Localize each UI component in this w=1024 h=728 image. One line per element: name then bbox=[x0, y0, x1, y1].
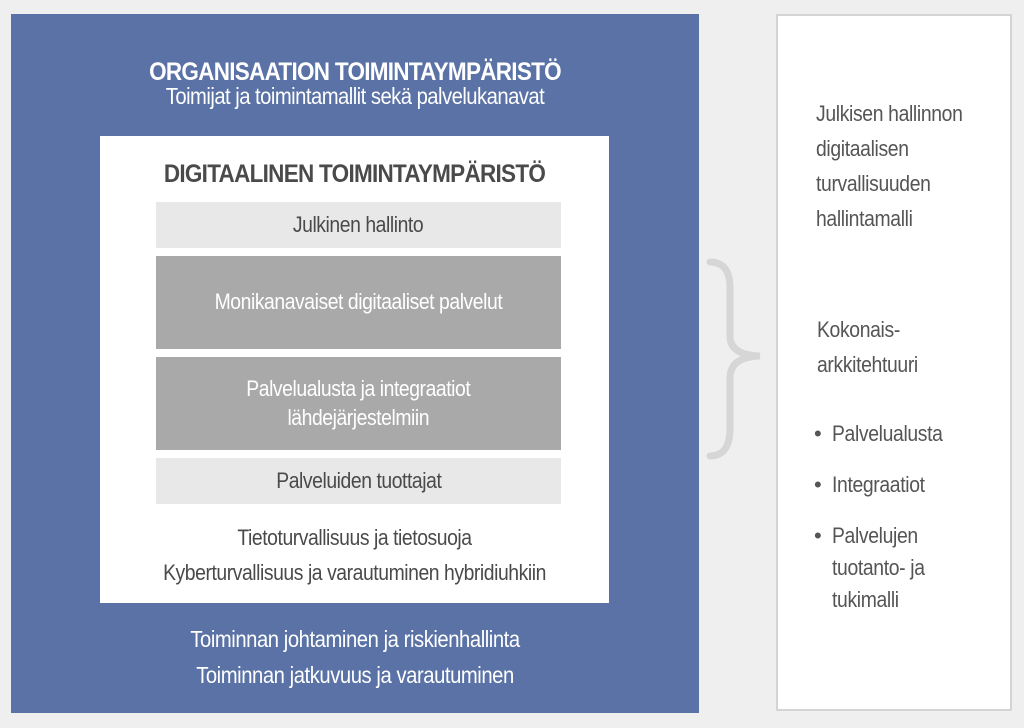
curly-brace-icon bbox=[700, 258, 770, 462]
layer-public-administration-label: Julkinen hallinto bbox=[293, 211, 424, 237]
bullet-dot-icon: • bbox=[814, 523, 822, 548]
organization-environment-subtitle: Toimijat ja toimintamallit sekä palvelukanavat bbox=[165, 83, 545, 109]
layer-service-producers-label: Palveluiden tuottajat bbox=[275, 467, 442, 493]
bullet-dot-icon: • bbox=[814, 472, 822, 497]
governance-model-line: turvallisuuden bbox=[816, 171, 931, 196]
governance-model-line: Julkisen hallinnon bbox=[816, 101, 963, 126]
layer-service-platform bbox=[156, 357, 561, 450]
enterprise-architecture-text bbox=[817, 312, 918, 382]
layer-public-administration bbox=[156, 202, 561, 248]
outer-footer-management: Toiminnan johtaminen ja riskienhallinta bbox=[190, 626, 520, 652]
layer-service-platform-label: Palvelualusta ja integraatiot lähdejärjestelmiin bbox=[246, 375, 471, 430]
organization-environment-title: ORGANISAATION TOIMINTAYMPÄRISTÖ bbox=[149, 58, 561, 86]
governance-model-line: hallintamalli bbox=[816, 206, 913, 231]
governance-model-line: digitaalisen bbox=[816, 136, 909, 161]
architecture-bullet-list bbox=[814, 418, 1014, 616]
bullet-item: • Palvelujen tuotanto- ja tukimalli bbox=[814, 520, 1014, 616]
enterprise-architecture-line: arkkitehtuuri bbox=[817, 352, 918, 377]
governance-model-text bbox=[816, 96, 963, 236]
outer-footer-continuity: Toiminnan jatkuvuus ja varautuminen bbox=[196, 662, 514, 688]
organization-environment-box bbox=[11, 14, 699, 713]
layer-multichannel-services bbox=[156, 256, 561, 349]
bullet-item: • Palvelualusta bbox=[814, 418, 1014, 450]
governance-model-panel bbox=[776, 14, 1012, 711]
bullet-dot-icon: • bbox=[814, 421, 822, 446]
enterprise-architecture-line: Kokonais- bbox=[817, 317, 900, 342]
digital-environment-title: DIGITAALINEN TOIMINTAYMPÄRISTÖ bbox=[163, 160, 546, 188]
inner-footer-security: Tietoturvallisuus ja tietosuoja bbox=[237, 525, 472, 550]
bullet-item: • Integraatiot bbox=[814, 469, 1014, 501]
digital-environment-box bbox=[100, 136, 609, 603]
layer-service-producers bbox=[156, 458, 561, 504]
inner-footer-cyber: Kyberturvallisuus ja varautuminen hybridiuhkiin bbox=[163, 560, 546, 585]
layer-multichannel-services-label: Monikanavaiset digitaaliset palvelut bbox=[214, 289, 503, 315]
